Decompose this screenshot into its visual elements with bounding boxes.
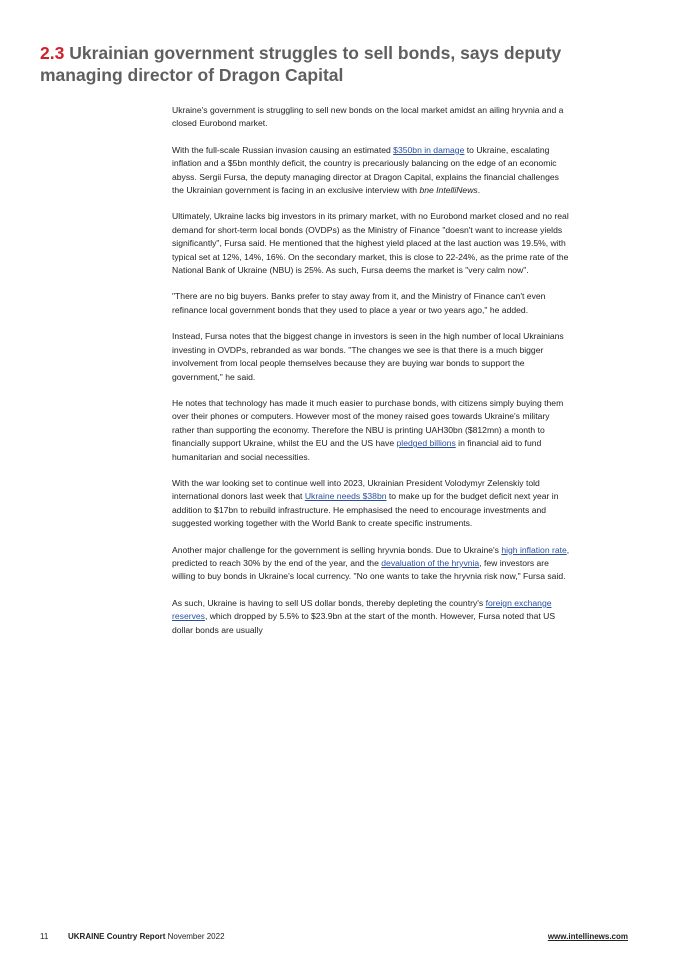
paragraph-text: As such, Ukraine is having to sell US dollar bonds, thereby depleting the country's (172, 597, 486, 608)
paragraph-text: With the full-scale Russian invasion causing an estimated (172, 144, 394, 155)
report-name (68, 930, 225, 944)
section-title: Ukrainian government struggles to sell bonds, says deputy managing director of Dragon Capital (40, 43, 562, 85)
report-year: 2022 (206, 932, 225, 941)
inline-link[interactable]: Ukraine needs $38bn (304, 491, 387, 502)
paragraph-text: Ukraine's government is struggling to sell new bonds on the local market amidst an ailing hryvnia and a closed Eurobond market. (172, 105, 564, 129)
website-link[interactable]: www.intellinews.com (547, 932, 628, 941)
body-paragraph (172, 144, 572, 198)
body-paragraph (172, 330, 572, 384)
body-paragraph (172, 397, 572, 464)
paragraph-text: "There are no big buyers. Banks prefer to stay away from it, and the Ministry of Finance can't even refinance local government bonds that they used to place a year or two years ago," he added. (172, 291, 546, 315)
report-month: November (167, 932, 205, 941)
body-paragraph (172, 104, 572, 131)
paragraph-text: Another major challenge for the government is selling hryvnia bonds. Due to Ukraine's (172, 544, 502, 555)
section-number: 2.3 (40, 43, 65, 63)
paragraph-text: With the war looking set to continue well into 2023, Ukrainian President Volodymyr Zelenskiy told international donors last week that (172, 477, 540, 502)
publication-name: bne IntelliNews (419, 185, 478, 196)
paragraph-text: to make up for the budget deficit next year in addition to $17bn to rebuild infrastructure. He emphasised the need to encourage investments and suggested working together with the World Bank to create specific instruments. (172, 491, 559, 529)
inline-link[interactable]: pledged billions (396, 438, 456, 449)
paragraph-text: to Ukraine, escalating inflation and a $5bn monthly deficit, the country is precariously balancing on the edge of an economic abyss. Sergii Fursa, the deputy managing director at Dragon Capital, explains the financial challenges the Ukrainian government is facing in an exclusive interview with (172, 144, 559, 196)
paragraph-text: Ultimately, Ukraine lacks big investors in its primary market, with no Eurobond market closed and no real demand for short-term local bonds (OVDPs) as the Ministry of Finance "doesn't want to increase yields significantly", Fursa said. He mentioned that the highest yield placed at the last auction was 19.5%, with typical set at 12%, 14%, 16%. On the secondary market, this is close to 22-24%, as the prime rate of the National Bank of Ukraine (NBU) is 25%. As such, Fursa deems the market is "very calm now". (172, 211, 569, 276)
inline-link[interactable]: high inflation rate (501, 544, 567, 555)
inline-link[interactable]: $350bn in damage (393, 144, 465, 155)
body-paragraph (172, 210, 572, 277)
paragraph-text: , which dropped by 5.5% to $23.9bn at the start of the month. However, Fursa noted that US dollar bonds are usually (172, 611, 556, 635)
report-type: Country Report (106, 932, 166, 941)
report-country: UKRAINE (68, 932, 105, 941)
body-paragraph (172, 477, 572, 531)
article-body (172, 104, 572, 650)
paragraph-text: in financial aid to fund humanitarian and social necessities. (172, 438, 542, 462)
paragraph-text: . (477, 185, 481, 196)
section-heading (40, 42, 640, 86)
page-number: 11 (40, 932, 49, 941)
page-footer (40, 930, 628, 944)
inline-link[interactable]: devaluation of the hryvnia (381, 557, 480, 568)
body-paragraph (172, 290, 572, 317)
body-paragraph (172, 597, 572, 637)
inline-link[interactable]: foreign exchange reserves (172, 597, 552, 622)
body-paragraph (172, 544, 572, 584)
paragraph-text: Instead, Fursa notes that the biggest change in investors is seen in the high number of local Ukrainians investing in OVDPs, rebranded as war bonds. "The changes we see is that there is a much bigger involvement from local people themselves because they are buying war bonds to support the government," he said. (172, 331, 564, 382)
paragraph-text: He notes that technology has made it much easier to purchase bonds, with citizens simply buying them over their phones or computers. However most of the money raised goes towards Ukraine's military rather than supporting the economy. Therefore the NBU is printing UAH30bn ($812mn) a month to financially support Ukraine, whilst the EU and the US have (172, 397, 564, 449)
paragraph-text: , predicted to reach 30% by the end of the year, and the (172, 544, 570, 568)
paragraph-text: , few investors are willing to buy bonds in Ukraine's local currency. "No one wants to take the hryvnia risk now," Fursa said. (172, 557, 566, 582)
